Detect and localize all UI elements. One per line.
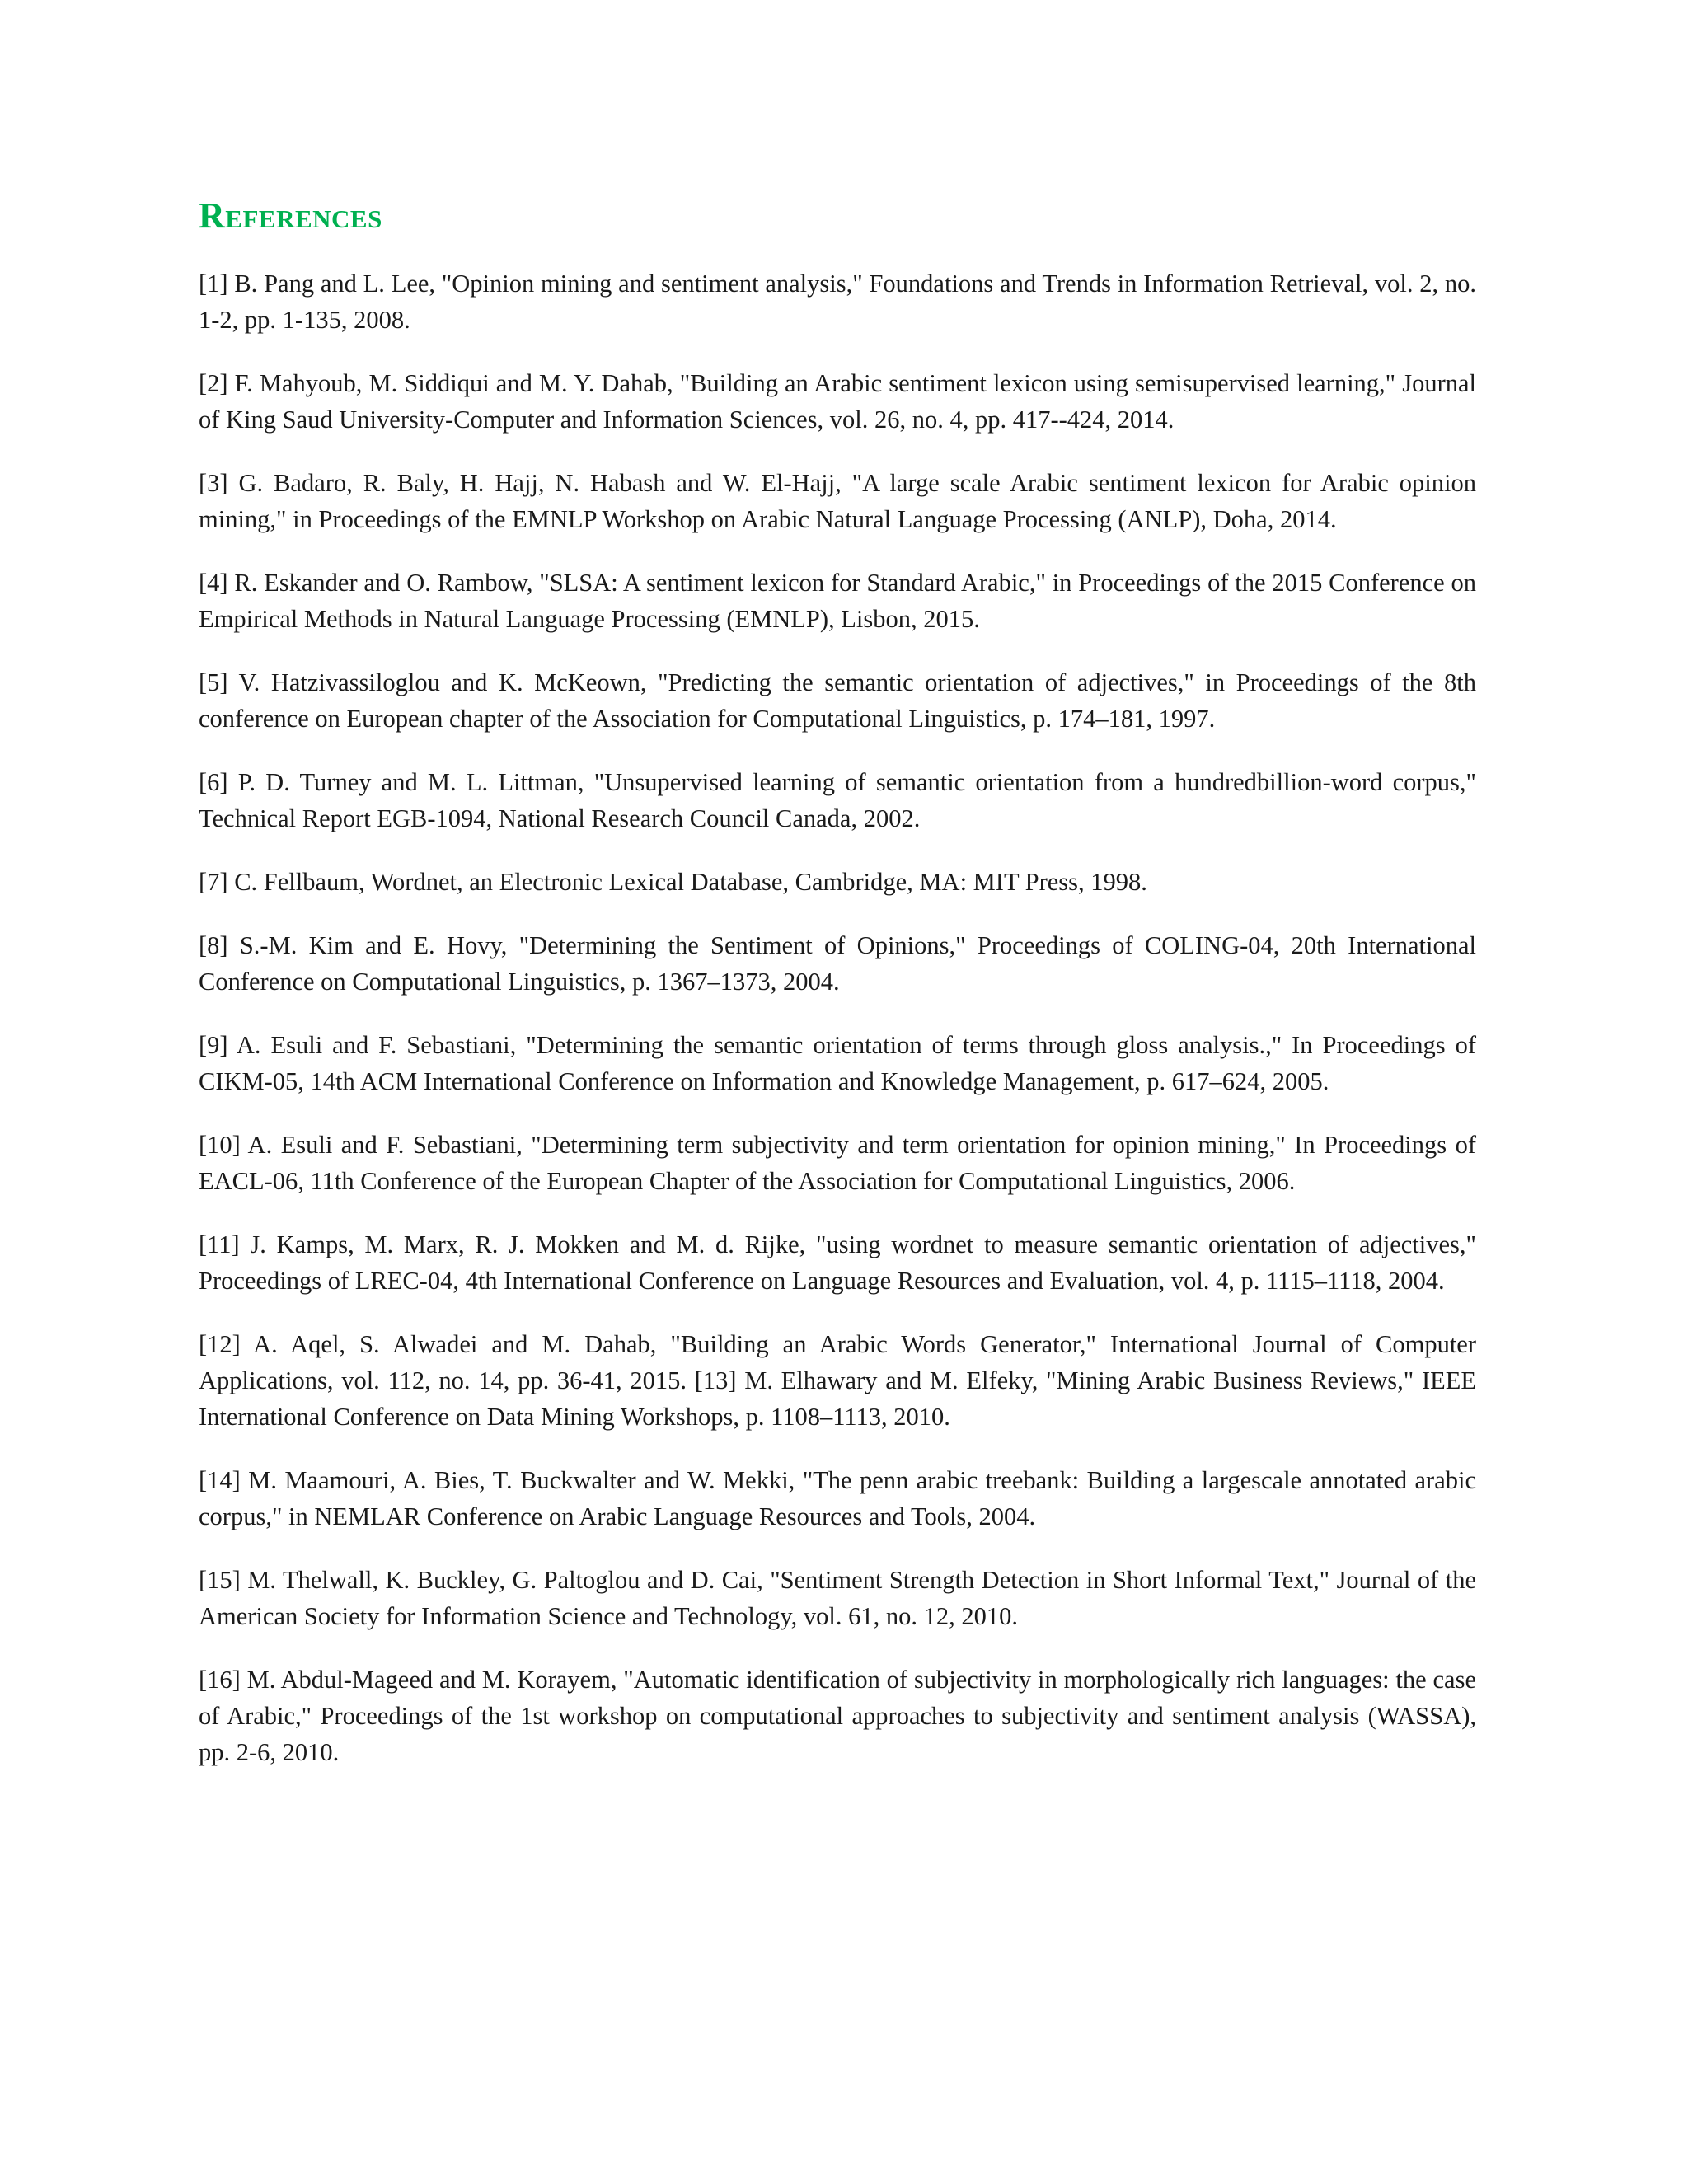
- reference-entry-15: [15] M. Thelwall, K. Buckley, G. Paltoglou and D. Cai, "Sentiment Strength Detection in Short Informal Text," Journal of the American Society for Information Science and Technology, vol. 61, no. 12, 2010.: [199, 1566, 1476, 1631]
- reference-entry-14: [14] M. Maamouri, A. Bies, T. Buckwalter and W. Mekki, "The penn arabic treebank: Building a largescale annotated arabic corpus," in NEMLAR Conference on Arabic Language Resources and Tools, 2004.: [199, 1466, 1476, 1531]
- reference-entry-7: [7] C. Fellbaum, Wordnet, an Electronic Lexical Database, Cambridge, MA: MIT Press, 1998.: [199, 868, 1147, 897]
- reference-entry-1: [1] B. Pang and L. Lee, "Opinion mining and sentiment analysis," Foundations and Trends in Information Retrieval, vol. 2, no. 1-2, pp. 1-135, 2008.: [199, 269, 1476, 335]
- reference-entry-10: [10] A. Esuli and F. Sebastiani, "Determining term subjectivity and term orientation for opinion mining," In Proceedings of EACL-06, 11th Conference of the European Chapter of the Association for Computational Linguistics, 2006.: [199, 1131, 1476, 1196]
- reference-entry-6: [6] P. D. Turney and M. L. Littman, "Unsupervised learning of semantic orientation from a hundredbillion-word corpus," Technical Report EGB-1094, National Research Council Canada, 2002.: [199, 768, 1476, 833]
- reference-entry-11: [11] J. Kamps, M. Marx, R. J. Mokken and M. d. Rijke, "using wordnet to measure semantic orientation of adjectives," Proceedings of LREC-04, 4th International Conference on Language Resources and Evaluation, vol. 4, p. 1115–1118, 2004.: [199, 1230, 1476, 1296]
- references-heading: References: [199, 195, 382, 236]
- reference-entry-3: [3] G. Badaro, R. Baly, H. Hajj, N. Habash and W. El-Hajj, "A large scale Arabic sentiment lexicon for Arabic opinion mining," in Proceedings of the EMNLP Workshop on Arabic Natural Language Processing (ANLP), Doha, 2014.: [199, 469, 1476, 534]
- page-content: [199, 196, 1476, 1797]
- reference-entry-5: [5] V. Hatzivassiloglou and K. McKeown, "Predicting the semantic orientation of adjectives," in Proceedings of the 8th conference on European chapter of the Association for Computational Linguistics, p. 174–181, 1997.: [199, 668, 1476, 733]
- reference-list: [199, 265, 1476, 1770]
- reference-entry-9: [9] A. Esuli and F. Sebastiani, "Determining the semantic orientation of terms through gloss analysis.," In Proceedings of CIKM-05, 14th ACM International Conference on Information and Knowledge Management, p. 617–624, 2005.: [199, 1031, 1476, 1096]
- reference-entry-8: [8] S.-M. Kim and E. Hovy, "Determining the Sentiment of Opinions," Proceedings of COLING-04, 20th International Conference on Computational Linguistics, p. 1367–1373, 2004.: [199, 931, 1476, 996]
- reference-entry-4: [4] R. Eskander and O. Rambow, "SLSA: A sentiment lexicon for Standard Arabic," in Proceedings of the 2015 Conference on Empirical Methods in Natural Language Processing (EMNLP), Lisbon, 2015.: [199, 569, 1476, 634]
- reference-entry-2: [2] F. Mahyoub, M. Siddiqui and M. Y. Dahab, "Building an Arabic sentiment lexicon using semisupervised learning," Journal of King Saud University-Computer and Information Sciences, vol. 26, no. 4, pp. 417--424, 2014.: [199, 369, 1476, 434]
- reference-entry-12: [12] A. Aqel, S. Alwadei and M. Dahab, "Building an Arabic Words Generator," International Journal of Computer Applications, vol. 112, no. 14, pp. 36-41, 2015. [13] M. Elhawary and M. Elfeky, "Mining Arabic Business Reviews," IEEE International Conference on Data Mining Workshops, p. 1108–1113, 2010.: [199, 1330, 1476, 1432]
- reference-entry-16: [16] M. Abdul-Mageed and M. Korayem, "Automatic identification of subjectivity in morphologically rich languages: the case of Arabic," Proceedings of the 1st workshop on computational approaches to subjectivity and sentiment analysis (WASSA), pp. 2-6, 2010.: [199, 1666, 1476, 1767]
